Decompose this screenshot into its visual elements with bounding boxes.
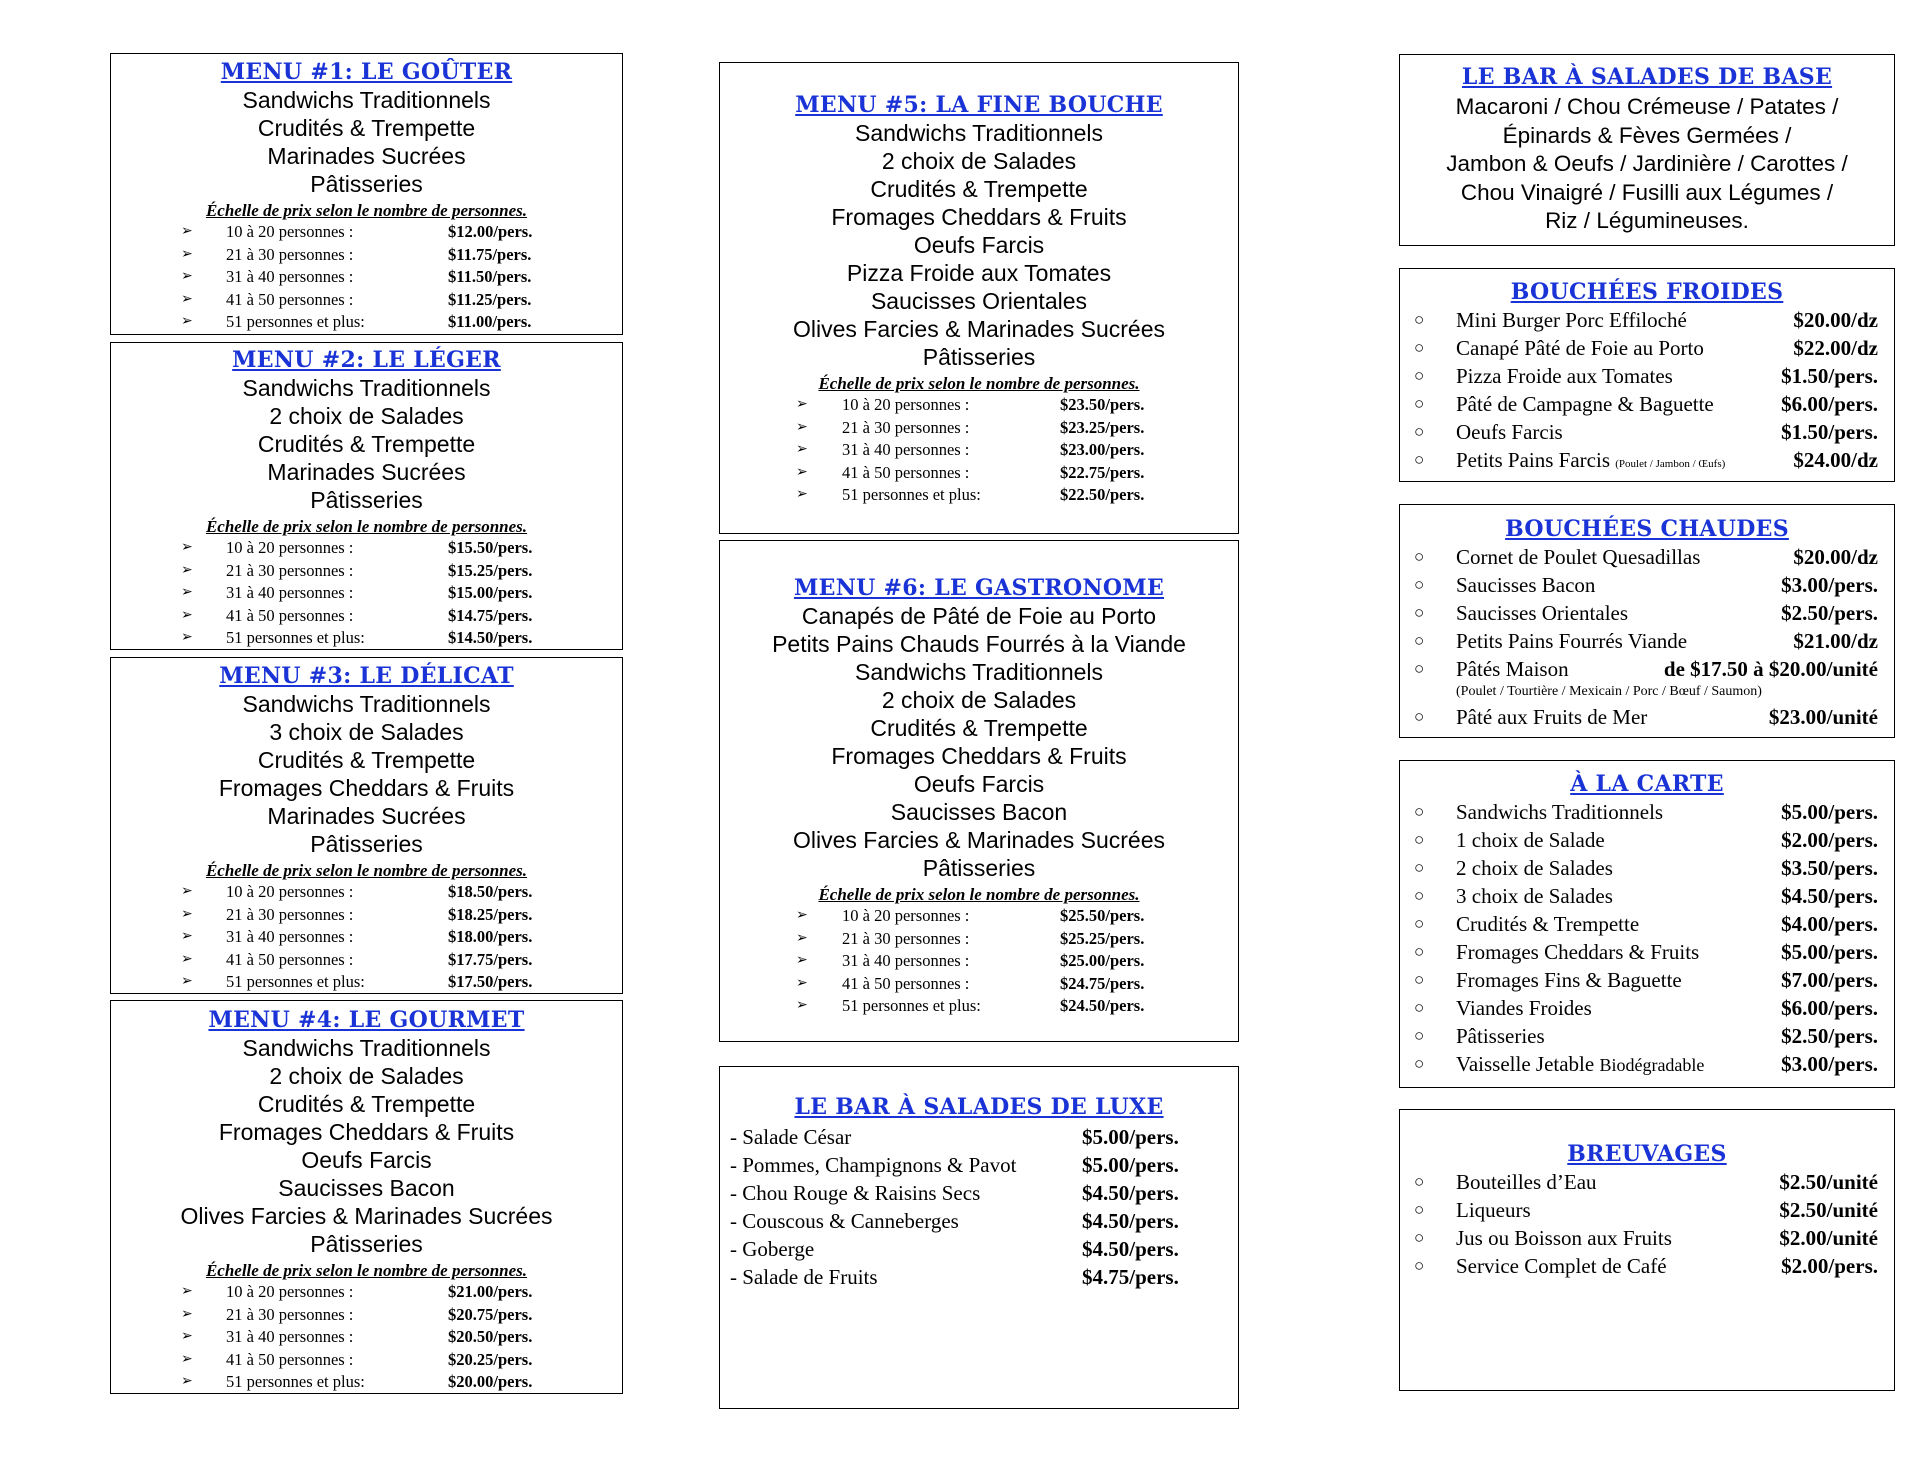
menu-item: Fromages Cheddars & Fruits <box>831 204 1127 230</box>
carte-item: ○ Fromages Cheddars & Fruits $5.00/pers. <box>1414 940 1878 964</box>
circle-bullet-icon: ○ <box>1414 394 1425 413</box>
menu-item: Saucisses Bacon <box>890 799 1068 825</box>
menu-item: Pizza Froide aux Tomates <box>846 260 1112 286</box>
menu-item: 2 choix de Salades <box>269 403 464 429</box>
beverages-box <box>1399 1109 1895 1391</box>
menu-title: MENU #4: LE GOURMET <box>208 1007 525 1033</box>
cold-bite-item: ○ Oeufs Farcis $1.50/pers. <box>1414 420 1878 444</box>
arrow-bullet-icon: ➢ <box>181 1374 193 1389</box>
price-row: ➢ 51 personnes et plus: $22.50/pers. <box>720 484 1238 507</box>
price-row: ➢ 41 à 50 personnes : $20.25/pers. <box>111 1349 622 1372</box>
cold-bite-item: ○ Canapé Pâté de Foie au Porto $22.00/dz <box>1414 336 1878 360</box>
menu-item: 3 choix de Salades <box>269 719 464 745</box>
base-line: Jambon & Oeufs / Jardinière / Carottes / <box>1446 151 1848 176</box>
menu-title: MENU #2: LE LÉGER <box>232 347 501 373</box>
menu-item: Fromages Cheddars & Fruits <box>218 1119 515 1145</box>
arrow-bullet-icon: ➢ <box>181 1329 193 1344</box>
menu-item: Crudités & Trempette <box>257 1091 476 1117</box>
arrow-bullet-icon: ➢ <box>181 291 193 307</box>
arrow-bullet-icon: ➢ <box>181 314 193 329</box>
menu-item: Marinades Sucrées <box>267 459 466 485</box>
price-row: ➢ 41 à 50 personnes : $17.75/pers. <box>111 949 622 972</box>
price-row: ➢ 31 à 40 personnes : $18.00/pers. <box>111 926 622 949</box>
price-row: ➢ 51 personnes et plus: $17.50/pers. <box>111 971 622 994</box>
beverage-item: ○ Service Complet de Café $2.00/pers. <box>1414 1254 1878 1278</box>
cold-bite-item: ○ Mini Burger Porc Effiloché $20.00/dz <box>1414 308 1878 332</box>
a-la-carte-box <box>1399 760 1895 1088</box>
circle-bullet-icon: ○ <box>1414 970 1425 989</box>
circle-bullet-icon: ○ <box>1414 631 1425 650</box>
circle-bullet-icon: ○ <box>1414 1054 1425 1073</box>
price-row: ➢ 51 personnes et plus: $24.50/pers. <box>720 995 1238 1018</box>
price-row: ➢ 10 à 20 personnes : $18.50/pers. <box>111 881 622 904</box>
menu-item: 2 choix de Salades <box>269 1063 464 1089</box>
menu-item: Pâtisseries <box>922 344 1036 370</box>
arrow-bullet-icon: ➢ <box>181 1284 193 1299</box>
price-row: ➢ 31 à 40 personnes : $25.00/pers. <box>720 950 1238 973</box>
price-row: ➢ 10 à 20 personnes : $23.50/pers. <box>720 394 1238 417</box>
menu-3-box <box>110 657 623 994</box>
menu-item: Fromages Cheddars & Fruits <box>831 743 1127 769</box>
circle-bullet-icon: ○ <box>1414 575 1425 594</box>
price-row: ➢ 10 à 20 personnes : $25.50/pers. <box>720 905 1238 928</box>
price-row: ➢ 41 à 50 personnes : $14.75/pers. <box>111 605 622 628</box>
menu-item: Crudités & Trempette <box>870 176 1088 202</box>
menu-item: Oeufs Farcis <box>301 1147 432 1173</box>
menu-item: Pâtisseries <box>310 487 423 513</box>
arrow-bullet-icon: ➢ <box>796 442 808 457</box>
hot-bites-title: BOUCHÉES CHAUDES <box>1505 516 1789 542</box>
cold-bites-title: BOUCHÉES FROIDES <box>1510 279 1784 305</box>
circle-bullet-icon: ○ <box>1414 547 1425 566</box>
menu-item: Pâtisseries <box>922 855 1036 881</box>
arrow-bullet-icon: ➢ <box>796 464 808 480</box>
base-line: Épinards & Fèves Germées / <box>1502 122 1792 148</box>
menu-item: Sandwichs Traditionnels <box>242 1035 491 1061</box>
arrow-bullet-icon: ➢ <box>181 269 193 284</box>
arrow-bullet-icon: ➢ <box>181 974 193 989</box>
base-line: Chou Vinaigré / Fusilli aux Légumes / <box>1460 179 1834 205</box>
arrow-bullet-icon: ➢ <box>796 908 808 923</box>
cold-bite-item: ○ Pâté de Campagne & Baguette $6.00/pers. <box>1414 392 1878 416</box>
price-scale-label: Échelle de prix selon le nombre de personnes. <box>205 517 528 536</box>
price-row: ➢ 21 à 30 personnes : $18.25/pers. <box>111 904 622 927</box>
arrow-bullet-icon: ➢ <box>796 397 808 412</box>
arrow-bullet-icon: ➢ <box>181 929 193 944</box>
menu-title: MENU #6: LE GASTRONOME <box>793 575 1165 601</box>
base-line: Macaroni / Chou Crémeuse / Patates / <box>1455 94 1839 119</box>
price-row: ➢ 31 à 40 personnes : $23.00/pers. <box>720 439 1238 462</box>
carte-item: ○ Pâtisseries $2.50/pers. <box>1414 1024 1878 1048</box>
menu-item: Sandwichs Traditionnels <box>242 375 491 401</box>
arrow-bullet-icon: ➢ <box>796 975 808 991</box>
arrow-bullet-icon: ➢ <box>796 930 808 946</box>
hot-bites-box <box>1399 504 1895 738</box>
menu-item: Sandwichs Traditionnels <box>242 691 491 717</box>
arrow-bullet-icon: ➢ <box>181 224 193 239</box>
circle-bullet-icon: ○ <box>1414 858 1425 877</box>
price-row: ➢ 21 à 30 personnes : $20.75/pers. <box>111 1304 622 1327</box>
circle-bullet-icon: ○ <box>1414 338 1425 357</box>
arrow-bullet-icon: ➢ <box>181 607 193 623</box>
circle-bullet-icon: ○ <box>1414 1228 1425 1247</box>
arrow-bullet-icon: ➢ <box>181 951 193 967</box>
arrow-bullet-icon: ➢ <box>181 540 193 555</box>
menu-item: Oeufs Farcis <box>913 232 1045 258</box>
hot-bite-item: ○ Pâtés Maison de $17.50 à $20.00/unité <box>1414 657 1878 681</box>
beverage-item: ○ Jus ou Boisson aux Fruits $2.00/unité <box>1414 1226 1878 1250</box>
price-row: ➢ 31 à 40 personnes : $20.50/pers. <box>111 1326 622 1349</box>
hot-bite-item: ○ Cornet de Poulet Quesadillas $20.00/dz <box>1414 545 1878 569</box>
menu-items <box>720 602 1238 882</box>
menu-item: Olives Farcies & Marinades Sucrées <box>180 1203 553 1229</box>
price-row: ➢ 21 à 30 personnes : $23.25/pers. <box>720 417 1238 440</box>
hot-bite-item: ○ Petits Pains Fourrés Viande $21.00/dz <box>1414 629 1878 653</box>
menu-item: Sandwichs Traditionnels <box>854 120 1104 146</box>
price-row: ➢ 51 personnes et plus: $20.00/pers. <box>111 1371 622 1394</box>
a-la-carte-title: À LA CARTE <box>1570 771 1724 797</box>
menu-6-box <box>719 540 1239 1042</box>
menu-item: Crudités & Trempette <box>257 431 476 457</box>
circle-bullet-icon: ○ <box>1414 1026 1425 1045</box>
carte-item: ○ Fromages Fins & Baguette $7.00/pers. <box>1414 968 1878 992</box>
menu-item: Saucisses Orientales <box>870 288 1088 314</box>
price-row: ➢ 21 à 30 personnes : $15.25/pers. <box>111 560 622 583</box>
menu-item: Oeufs Farcis <box>913 771 1045 797</box>
menu-item: Pâtisseries <box>310 1231 423 1257</box>
menu-item: Sandwichs Traditionnels <box>854 659 1104 685</box>
circle-bullet-icon: ○ <box>1414 707 1425 726</box>
item-suffix: Biodégradable <box>1599 1055 1705 1075</box>
hot-bite-item: ○ Saucisses Orientales $2.50/pers. <box>1414 601 1878 625</box>
menu-1-box <box>110 53 623 335</box>
luxe-item: - Salade César $5.00/pers. <box>730 1125 1179 1149</box>
arrow-bullet-icon: ➢ <box>181 884 193 899</box>
arrow-bullet-icon: ➢ <box>796 953 808 968</box>
arrow-bullet-icon: ➢ <box>181 630 193 645</box>
luxe-title: LE BAR À SALADES DE LUXE <box>794 1094 1164 1120</box>
menu-items <box>111 690 622 858</box>
menu-items <box>111 86 622 198</box>
circle-bullet-icon: ○ <box>1414 450 1425 469</box>
menu-2-box <box>110 342 623 650</box>
carte-item: ○ Viandes Froides $6.00/pers. <box>1414 996 1878 1020</box>
price-row: ➢ 51 personnes et plus: $14.50/pers. <box>111 627 622 650</box>
menu-item: Crudités & Trempette <box>257 747 476 773</box>
price-row: ➢ 31 à 40 personnes : $11.50/pers. <box>111 266 622 289</box>
circle-bullet-icon: ○ <box>1414 802 1425 821</box>
luxe-item: - Goberge $4.50/pers. <box>730 1237 1179 1261</box>
carte-item: ○ Vaisselle Jetable Biodégradable $3.00/pers. <box>1414 1052 1878 1076</box>
pates-note: (Poulet / Tourtière / Mexicain / Porc / Bœuf / Saumon) <box>1456 684 1762 699</box>
price-row: ➢ 41 à 50 personnes : $22.75/pers. <box>720 462 1238 485</box>
price-scale-label: Échelle de prix selon le nombre de personnes. <box>205 861 528 880</box>
price-row: ➢ 10 à 20 personnes : $21.00/pers. <box>111 1281 622 1304</box>
menu-title: MENU #3: LE DÉLICAT <box>219 663 514 689</box>
luxe-item: - Salade de Fruits $4.75/pers. <box>730 1265 1179 1289</box>
menu-item: Petits Pains Chauds Fourrés à la Viande <box>772 631 1186 657</box>
cold-bite-item: ○ Pizza Froide aux Tomates $1.50/pers. <box>1414 364 1878 388</box>
circle-bullet-icon: ○ <box>1414 366 1425 385</box>
luxe-item: - Chou Rouge & Raisins Secs $4.50/pers. <box>730 1181 1179 1205</box>
cold-bite-item: ○ Petits Pains Farcis (Poulet / Jambon / Œufs) $24.00/dz <box>1414 448 1878 472</box>
base-line: Riz / Légumineuses. <box>1545 208 1749 233</box>
hot-bite-item: ○ Pâté aux Fruits de Mer $23.00/unité <box>1414 705 1878 729</box>
menu-item: Pâtisseries <box>310 171 423 197</box>
base-salad-list <box>1400 93 1894 236</box>
pates-note-row <box>1400 683 1894 703</box>
price-row: ➢ 31 à 40 personnes : $15.00/pers. <box>111 582 622 605</box>
menu-title: MENU #1: LE GOÛTER <box>220 59 513 85</box>
circle-bullet-icon: ○ <box>1414 998 1425 1017</box>
price-scale-label: Échelle de prix selon le nombre de personnes. <box>818 885 1140 904</box>
menu-item: Fromages Cheddars & Fruits <box>218 775 515 801</box>
menu-5-box <box>719 62 1239 534</box>
cold-bites-box <box>1399 268 1895 482</box>
luxe-salad-bar-box <box>719 1066 1239 1409</box>
price-scale-label: Échelle de prix selon le nombre de personnes. <box>818 374 1140 393</box>
beverages-title: BREUVAGES <box>1567 1141 1727 1167</box>
luxe-item: - Couscous & Canneberges $4.50/pers. <box>730 1209 1179 1233</box>
menu-items <box>111 1034 622 1258</box>
base-salad-bar-box <box>1399 54 1895 246</box>
carte-item: ○ 1 choix de Salade $2.00/pers. <box>1414 828 1878 852</box>
menu-item: Marinades Sucrées <box>267 803 466 829</box>
circle-bullet-icon: ○ <box>1414 310 1425 329</box>
menu-item: Marinades Sucrées <box>267 143 466 169</box>
carte-item: ○ Sandwichs Traditionnels $5.00/pers. <box>1414 800 1878 824</box>
arrow-bullet-icon: ➢ <box>796 487 808 502</box>
menu-item: Pâtisseries <box>310 831 423 857</box>
menu-item: 2 choix de Salades <box>881 687 1077 713</box>
menu-item: Olives Farcies & Marinades Sucrées <box>793 316 1165 342</box>
price-row: ➢ 41 à 50 personnes : $11.25/pers. <box>111 289 622 312</box>
arrow-bullet-icon: ➢ <box>181 1351 193 1367</box>
menu-item: Saucisses Bacon <box>278 1175 455 1201</box>
base-title: LE BAR À SALADES DE BASE <box>1461 64 1833 90</box>
hot-bite-item: ○ Saucisses Bacon $3.00/pers. <box>1414 573 1878 597</box>
circle-bullet-icon: ○ <box>1414 1256 1425 1275</box>
beverage-item: ○ Bouteilles d’Eau $2.50/unité <box>1414 1170 1878 1194</box>
price-row: ➢ 21 à 30 personnes : $11.75/pers. <box>111 244 622 267</box>
price-row: ➢ 10 à 20 personnes : $12.00/pers. <box>111 221 622 244</box>
menu-item: Crudités & Trempette <box>257 115 476 141</box>
carte-item: ○ 3 choix de Salades $4.50/pers. <box>1414 884 1878 908</box>
arrow-bullet-icon: ➢ <box>181 585 193 600</box>
arrow-bullet-icon: ➢ <box>181 246 193 262</box>
circle-bullet-icon: ○ <box>1414 830 1425 849</box>
circle-bullet-icon: ○ <box>1414 1200 1425 1219</box>
menu-items <box>111 374 622 514</box>
menu-item: Sandwichs Traditionnels <box>242 87 491 113</box>
luxe-item: - Pommes, Champignons & Pavot $5.00/pers. <box>730 1153 1179 1177</box>
arrow-bullet-icon: ➢ <box>181 1306 193 1322</box>
arrow-bullet-icon: ➢ <box>796 998 808 1013</box>
circle-bullet-icon: ○ <box>1414 603 1425 622</box>
carte-item: ○ 2 choix de Salades $3.50/pers. <box>1414 856 1878 880</box>
circle-bullet-icon: ○ <box>1414 886 1425 905</box>
circle-bullet-icon: ○ <box>1414 422 1425 441</box>
menu-item: 2 choix de Salades <box>881 148 1077 174</box>
arrow-bullet-icon: ➢ <box>181 562 193 578</box>
price-row: ➢ 51 personnes et plus: $11.00/pers. <box>111 311 622 334</box>
arrow-bullet-icon: ➢ <box>796 419 808 435</box>
circle-bullet-icon: ○ <box>1414 1172 1425 1191</box>
arrow-bullet-icon: ➢ <box>181 906 193 922</box>
carte-item: ○ Crudités & Trempette $4.00/pers. <box>1414 912 1878 936</box>
item-note: (Poulet / Jambon / Œufs) <box>1615 458 1726 470</box>
menu-item: Crudités & Trempette <box>870 715 1088 741</box>
menu-4-box <box>110 1000 623 1394</box>
price-scale-label: Échelle de prix selon le nombre de personnes. <box>205 201 528 220</box>
menu-items <box>720 119 1238 371</box>
price-row: ➢ 21 à 30 personnes : $25.25/pers. <box>720 928 1238 951</box>
price-row: ➢ 10 à 20 personnes : $15.50/pers. <box>111 537 622 560</box>
menu-item: Canapés de Pâté de Foie au Porto <box>801 603 1157 629</box>
beverage-item: ○ Liqueurs $2.50/unité <box>1414 1198 1878 1222</box>
menu-title: MENU #5: LA FINE BOUCHE <box>795 92 1163 118</box>
price-row: ➢ 41 à 50 personnes : $24.75/pers. <box>720 973 1238 996</box>
circle-bullet-icon: ○ <box>1414 942 1425 961</box>
circle-bullet-icon: ○ <box>1414 914 1425 933</box>
menu-item: Olives Farcies & Marinades Sucrées <box>793 827 1165 853</box>
price-scale-label: Échelle de prix selon le nombre de personnes. <box>205 1261 528 1280</box>
circle-bullet-icon: ○ <box>1414 659 1425 678</box>
